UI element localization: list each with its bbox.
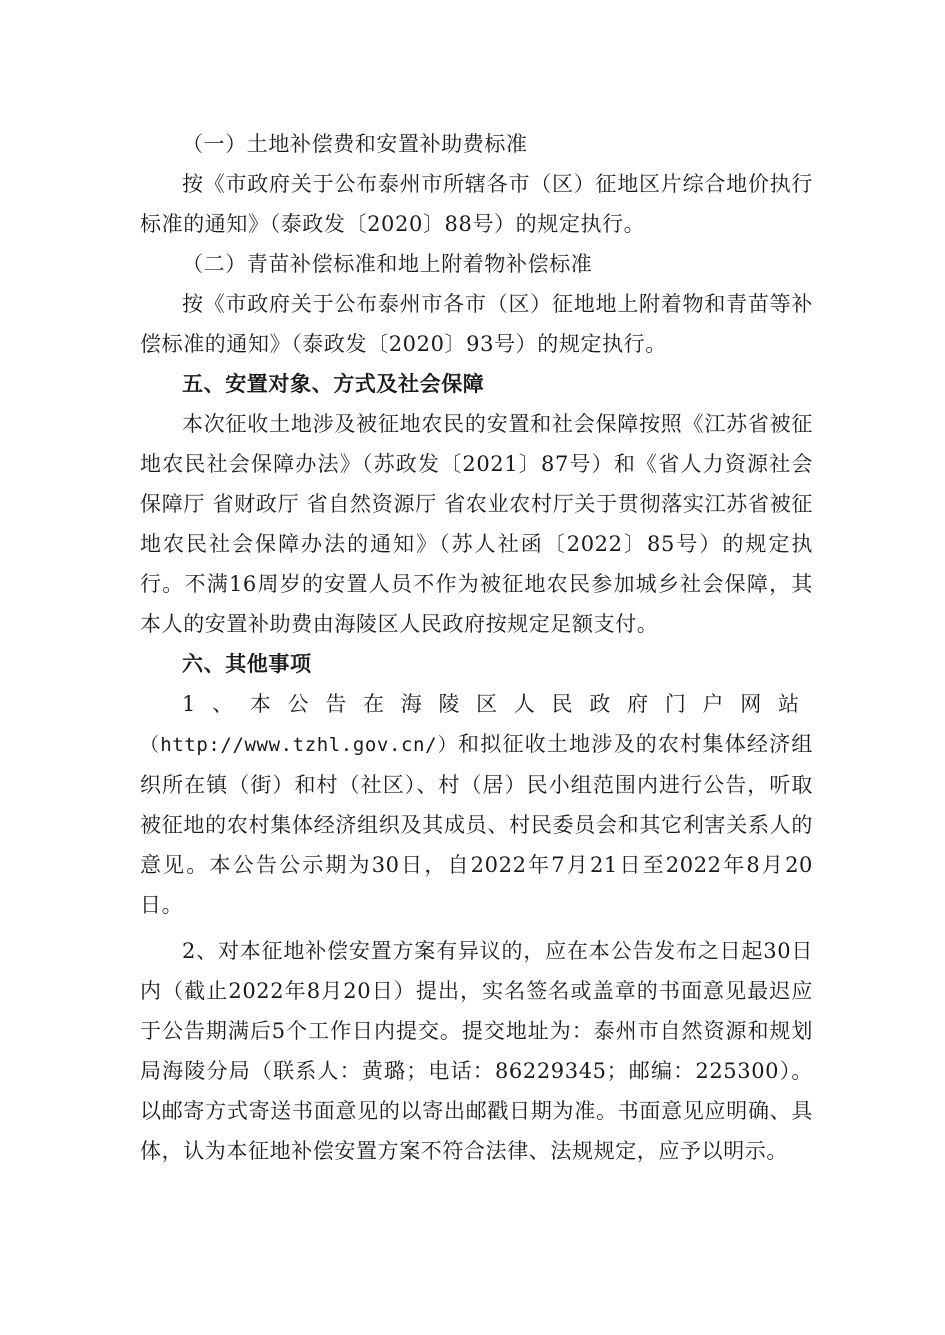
paragraph-crop-compensation: 按《市政府关于公布泰州市各市（区）征地地上附着物和青苗等补偿标准的通知》（泰政发〔2020〕93号）的规定执行。 bbox=[140, 292, 813, 356]
section-heading-other-matters: 六、其他事项 bbox=[182, 652, 312, 676]
subsection-heading-crop-compensation: （二）青苗补偿标准和地上附着物补偿标准 bbox=[182, 252, 593, 276]
item-1-lead: 1、本公告在海陵区人民政府门户网站 bbox=[182, 692, 813, 716]
item-1-body: 和拟征收土地涉及的农村集体经济组织所在镇（街）和村（社区）、村（居）民小组范围内进行公告，听取被征地的农村集体经济组织及其成员、村民委员会和其它利害关系人的意见。 bbox=[140, 732, 813, 877]
portal-url-link[interactable]: （http://www.tzhl.gov.cn/） bbox=[140, 734, 458, 756]
paragraph-item-1 bbox=[140, 684, 813, 925]
paragraph-land-compensation: 按《市政府关于公布泰州市所辖各市（区）征地区片综合地价执行标准的通知》（泰政发〔2020〕88号）的规定执行。 bbox=[140, 172, 813, 236]
paragraph-resettlement: 本次征收土地涉及被征地农民的安置和社会保障按照《江苏省被征地农民社会保障办法》（苏政发〔2021〕87号）和《省人力资源社会保障厅 省财政厅 省自然资源厅 省农业农村厅关于贯彻落实江苏省被征地农民社会保障办法的通知》（苏人社函〔2022〕85号）的规定执行。不满16周岁的安置人员不作为被征地农民参加城乡社会保障，其本人的安置补助费由海陵区人民政府按规定足额支付。 bbox=[140, 412, 813, 636]
paragraph-item-2: 2、对本征地补偿安置方案有异议的，应在本公告发布之日起30日内（截止2022年8月20日）提出，实名签名或盖章的书面意见最迟应于公告期满后5个工作日内提交。提交地址为：泰州市自然资源和规划局海陵分局（联系人：黄璐；电话：86229345；邮编：225300）。以邮寄方式寄送书面意见的以寄出邮戳日期为准。书面意见应明确、具体，认为本征地补偿安置方案不符合法律、法规规定，应予以明示。 bbox=[140, 939, 813, 1163]
section-heading-resettlement: 五、安置对象、方式及社会保障 bbox=[182, 372, 485, 396]
subsection-heading-land-compensation: （一）土地补偿费和安置补助费标准 bbox=[182, 132, 528, 156]
item-1-period: 本公告公示期为30日，自2022年7月21日至2022年8月20日。 bbox=[140, 853, 813, 917]
